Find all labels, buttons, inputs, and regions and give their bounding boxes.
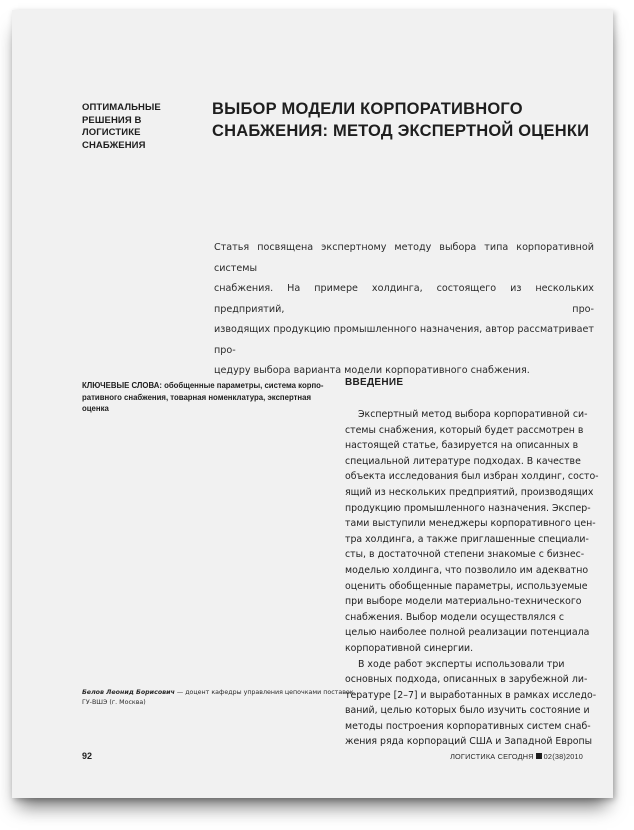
body-line: тературе [2–7] и выработанных в рамках исследо- <box>345 689 597 701</box>
body-line: специальной литературе подходах. В качестве <box>345 455 581 467</box>
keywords-line: КЛЮЧЕВЫЕ СЛОВА: обобщенные параметры, система корпо- <box>82 381 324 390</box>
body-line: ящий из нескольких предприятий, производящих <box>345 486 594 498</box>
keywords-line: ративного снабжения, товарная номенклатура, экспертная <box>82 392 312 402</box>
article-title <box>212 98 592 142</box>
intro-heading: ВВЕДЕНИЕ <box>345 377 404 388</box>
body-line: ваний, целью которых было изучить состояние и <box>345 705 590 717</box>
journal-footer <box>450 752 583 761</box>
body-line: настоящей статье, базируется на описанных в <box>345 440 579 452</box>
page-number: 92 <box>82 751 93 761</box>
rubric-line: РЕШЕНИЯ В ЛОГИСТИКЕ <box>82 114 142 138</box>
body-line: корпоративной синергии. <box>345 642 474 654</box>
body-line: продукцию промышленного назначения. Экспер- <box>345 502 591 514</box>
body-line: сты, в достаточной степени знакомые с бизнес- <box>345 549 585 561</box>
title-line: СНАБЖЕНИЯ: МЕТОД ЭКСПЕРТНОЙ ОЦЕНКИ <box>212 122 590 140</box>
journal-page <box>12 10 613 798</box>
title-line: ВЫБОР МОДЕЛИ КОРПОРАТИВНОГО <box>212 100 523 118</box>
body-line: тами выступили менеджеры корпоративного цен- <box>345 518 596 530</box>
author-line-1 <box>82 688 354 698</box>
body-line: основных подхода, описанных в зарубежной ли- <box>345 674 588 686</box>
author-name: Белов Леонид Борисович <box>82 689 175 696</box>
body-line: жения ряда корпораций США и Западной Европы <box>345 736 593 748</box>
body-line: В ходе работ эксперты использовали три <box>358 658 565 670</box>
body-line: Экспертный метод выбора корпоративной си- <box>358 409 588 420</box>
body-line: оценить обобщенные параметры, используемые <box>345 580 588 592</box>
body-line: целью наиболее полной реализации потенциала <box>345 627 590 639</box>
abstract-line: изводящих продукцию промышленного назначения, автор рассматривает про- <box>214 324 594 356</box>
author-affiliation: ГУ-ВШЭ (г. Москва) <box>82 698 146 706</box>
body-line: при выборе модели материально-технического <box>345 596 582 608</box>
body-line: тра холдинга, а также приглашенные специали- <box>345 533 589 545</box>
body-line: снабжения. Выбор модели осуществлялся с <box>345 611 564 623</box>
keywords-line: оценка <box>82 404 109 413</box>
author-info <box>82 688 354 707</box>
body-line: объекта исследования был избран холдинг, состо- <box>345 471 599 483</box>
journal-issue: 02(38)2010 <box>543 752 583 761</box>
article-body <box>345 407 599 750</box>
abstract-line: снабжения. На примере холдинга, состоящего из нескольких предприятий, про- <box>214 283 594 315</box>
body-line: моделью холдинга, что позволило им адекватно <box>345 564 589 576</box>
rubric-line: СНАБЖЕНИЯ <box>82 139 146 151</box>
abstract-line: Статья посвящена экспертному методу выбора типа корпоративной системы <box>214 242 594 274</box>
journal-name: ЛОГИСТИКА СЕГОДНЯ <box>450 752 534 761</box>
abstract-line: цедуру выбора варианта модели корпоративного снабжения. <box>214 365 530 376</box>
body-line: стемы снабжения, который будет рассмотрен в <box>345 424 584 436</box>
author-role: — доцент кафедры управления цепочками поставок <box>174 689 354 696</box>
body-line: методы построения корпоративных систем снаб- <box>345 720 591 732</box>
square-bullet-icon <box>536 753 542 759</box>
rubric-line: ОПТИМАЛЬНЫЕ <box>82 102 161 113</box>
keywords-block <box>82 380 330 415</box>
rubric-label <box>82 102 192 152</box>
article-abstract <box>214 238 594 382</box>
